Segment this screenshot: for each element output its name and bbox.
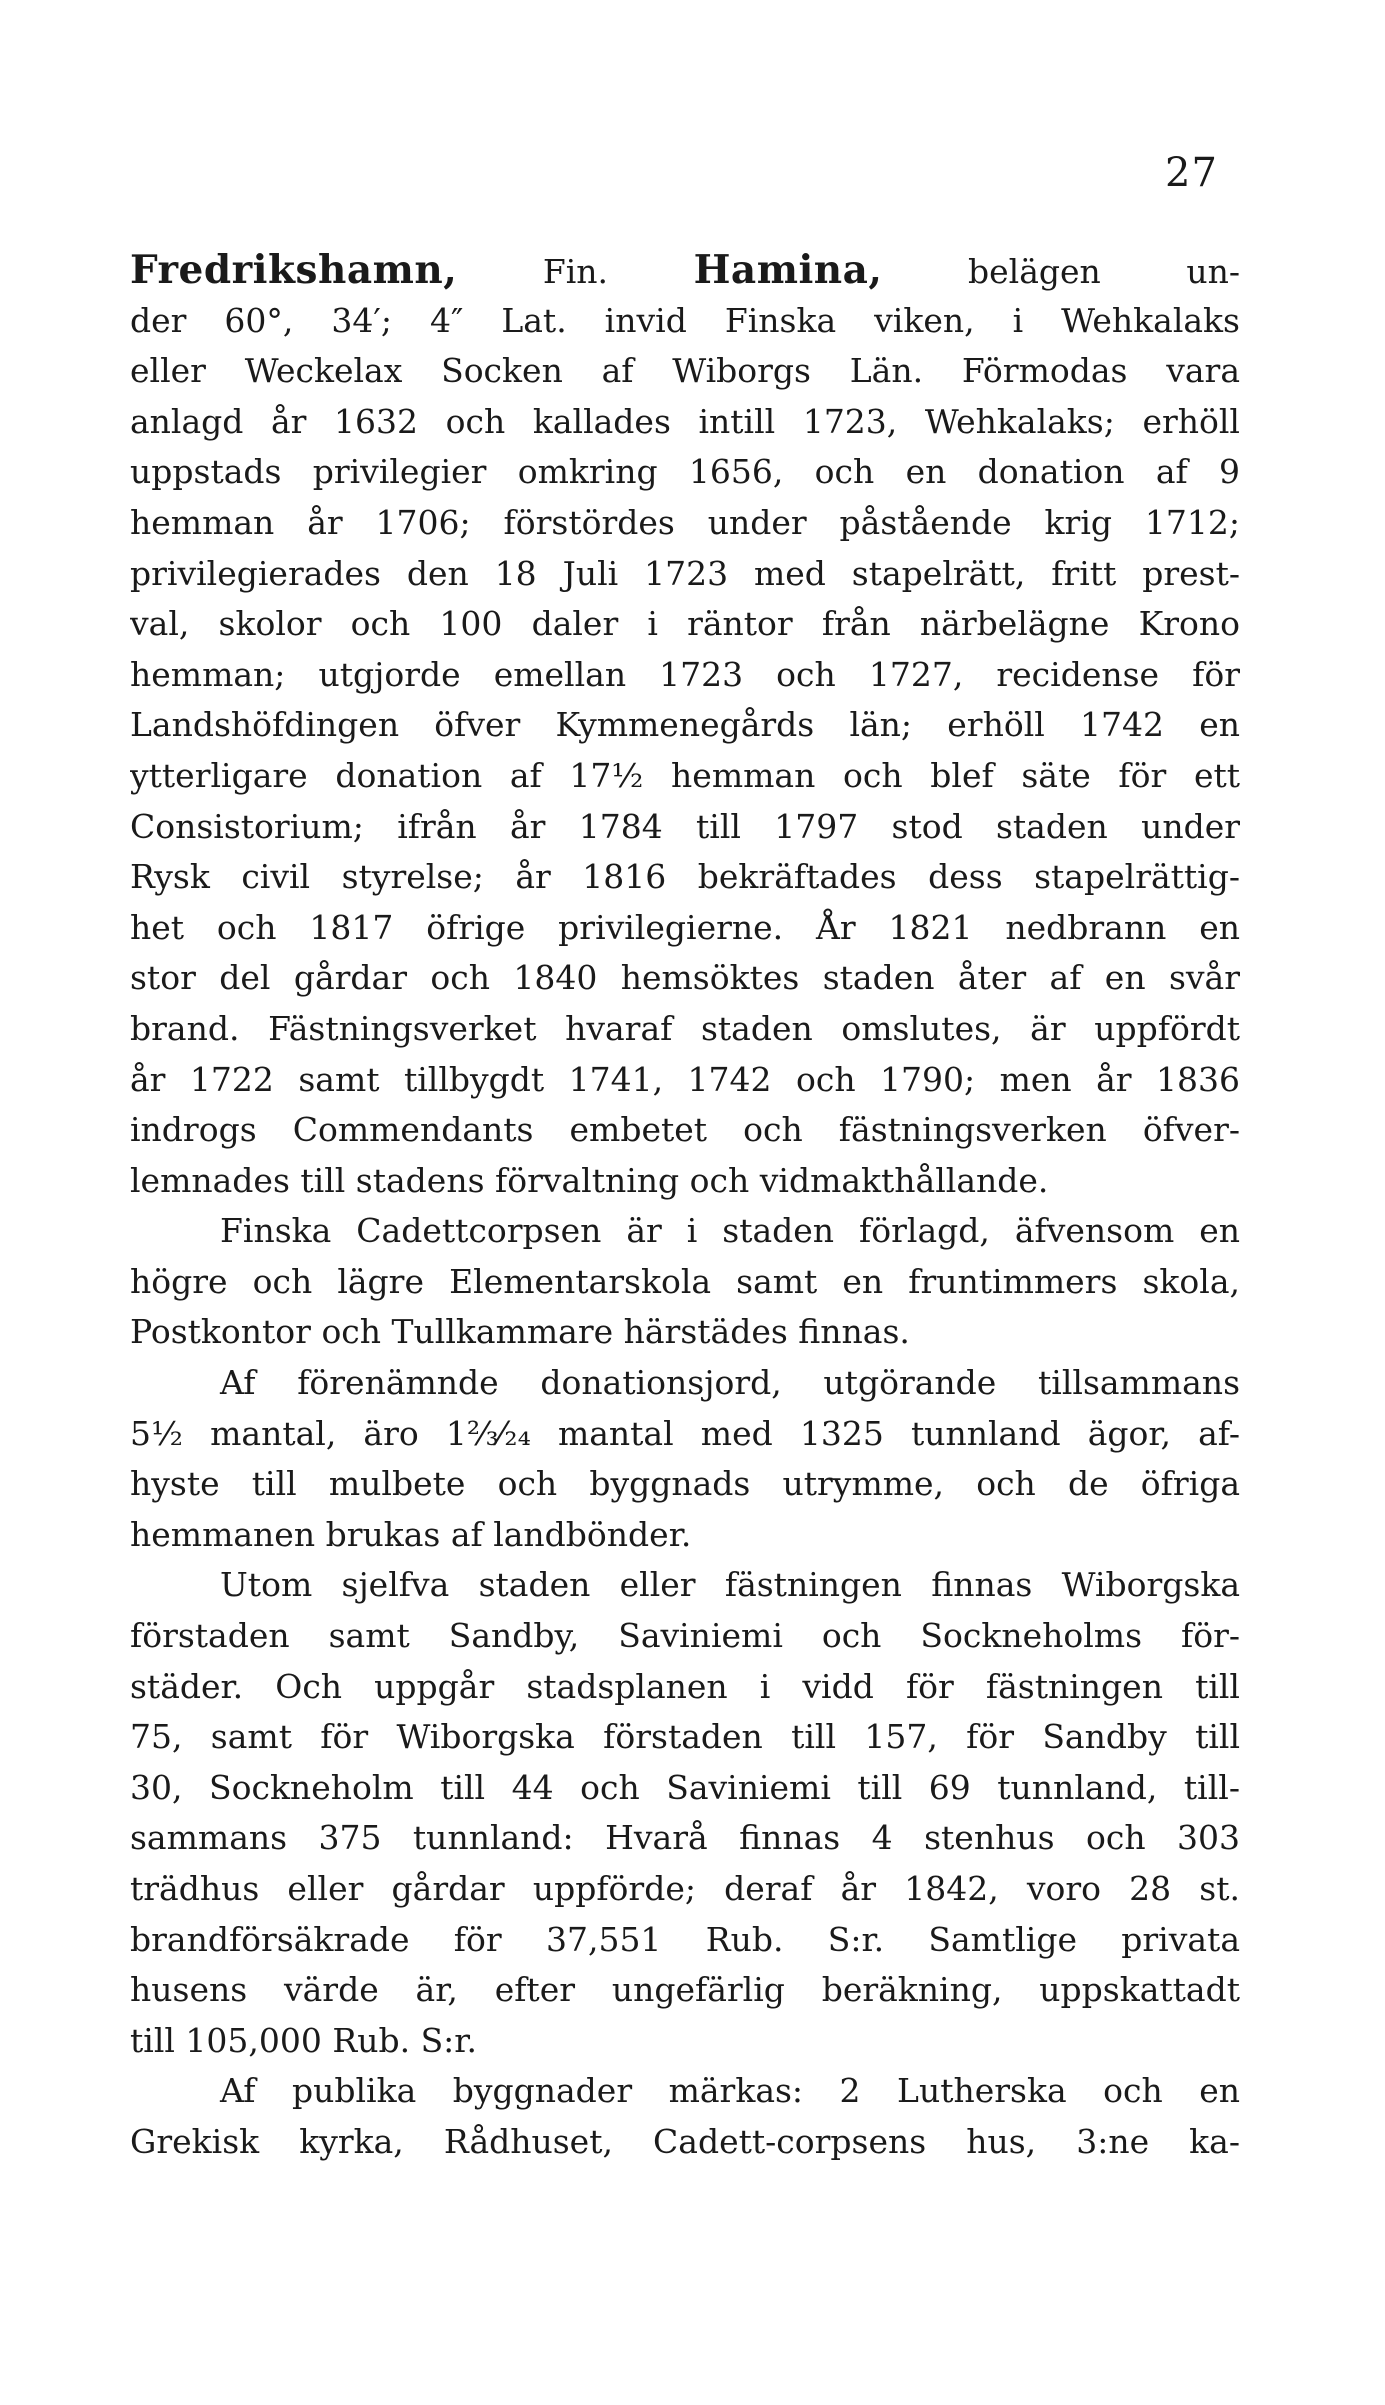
paragraph-line: brandförsäkrade för 37,551 Rub. S:r. Samtlige privata	[130, 1919, 1240, 1959]
entry-line: privilegierades den 18 Juli 1723 med stapelrätt, fritt prest-	[130, 553, 1240, 593]
paragraph-line: städer. Och uppgår stadsplanen i vidd för fästningen till	[130, 1666, 1240, 1706]
headword-fin-label: Fin.	[542, 252, 609, 291]
entry-line: år 1722 samt tillbygdt 1741, 1742 och 1790; men år 1836	[130, 1059, 1240, 1099]
entry-line: Consistorium; ifrån år 1784 till 1797 stod staden under	[130, 806, 1240, 846]
entry-line: brand. Fästningsverket hvaraf staden omslutes, är uppfördt	[130, 1008, 1240, 1048]
paragraph-line: hemmanen brukas af landbönder.	[130, 1514, 692, 1554]
paragraph-line: trädhus eller gårdar uppförde; deraf år 1842, voro 28 st.	[130, 1869, 1240, 1908]
entry-line: ytterligare donation af 17½ hemman och blef säte för ett	[130, 755, 1240, 795]
headword-alt: Hamina,	[693, 247, 883, 293]
entry-line: val, skolor och 100 daler i räntor från närbelägne Krono	[130, 604, 1240, 644]
entry-line: het och 1817 öfrige privilegierne. År 1821 nedbrann en	[130, 907, 1240, 947]
entry-line: eller Weckelax Socken af Wiborgs Län. Förmodas vara	[130, 351, 1240, 391]
paragraph-line: Grekisk kyrka, Rådhuset, Cadett-corpsens hus, 3:ne ka-	[130, 2121, 1240, 2161]
entry-line: stor del gårdar och 1840 hemsöktes staden åter af en svår	[130, 958, 1240, 998]
paragraph-line: Postkontor och Tullkammare härstädes finnas.	[130, 1312, 910, 1352]
entry-line-0	[130, 245, 1240, 296]
paragraph-line: 30, Sockneholm till 44 och Saviniemi till 69 tunnland, till-	[130, 1767, 1240, 1807]
entry-line: hemman; utgjorde emellan 1723 och 1727, recidense för	[130, 654, 1240, 694]
entry-line: anlagd år 1632 och kallades intill 1723, Wehkalaks; erhöll	[130, 401, 1240, 441]
paragraph-line: högre och lägre Elementarskola samt en fruntimmers skola,	[130, 1261, 1240, 1301]
paragraph-line: till 105,000 Rub. S:r.	[130, 2020, 477, 2060]
entry-line: indrogs Commendants embetet och fästningsverken öfver-	[130, 1110, 1240, 1150]
entry-line: Landshöfdingen öfver Kymmenegårds län; erhöll 1742 en	[130, 705, 1240, 745]
paragraph-line: sammans 375 tunnland: Hvarå finnas 4 stenhus och 303	[130, 1818, 1240, 1858]
paragraph-line: Af förenämnde donationsjord, utgörande tillsammans	[220, 1363, 1240, 1403]
paragraph-line: Utom sjelfva staden eller fästningen finnas Wiborgska	[220, 1565, 1240, 1605]
entry-line: hemman år 1706; förstördes under påstående krig 1712;	[130, 502, 1240, 542]
entry-line: uppstads privilegier omkring 1656, och en donation af 9	[130, 452, 1240, 492]
entry-line: lemnades till stadens förvaltning och vidmakthållande.	[130, 1160, 1049, 1200]
paragraph-line: förstaden samt Sandby, Saviniemi och Sockneholms för-	[130, 1616, 1240, 1656]
paragraph-line: Af publika byggnader märkas: 2 Lutherska och en	[220, 2071, 1240, 2111]
headword-main: Fredrikshamn,	[130, 247, 458, 293]
paragraph-line: 5½ mantal, äro 1⅔⁄₂₄ mantal med 1325 tunnland ägor, af-	[130, 1413, 1240, 1453]
paragraph-line: 75, samt för Wiborgska förstaden till 157, för Sandby till	[130, 1717, 1240, 1757]
entry-line-0-rest: belägen un-	[882, 252, 1240, 291]
entry-line: Rysk civil styrelse; år 1816 bekräftades dess stapelrättig-	[130, 857, 1240, 897]
paragraph-line: Finska Cadettcorpsen är i staden förlagd, äfvensom en	[220, 1211, 1240, 1251]
page-number: 27	[1165, 150, 1218, 196]
entry-line: der 60°, 34′; 4″ Lat. invid Finska viken, i Wehkalaks	[130, 300, 1240, 340]
paragraph-line: hyste till mulbete och byggnads utrymme, och de öfriga	[130, 1464, 1240, 1504]
entry-text	[130, 245, 1240, 2168]
paragraph-line: husens värde är, efter ungefärlig beräkning, uppskattadt	[130, 1970, 1240, 2010]
